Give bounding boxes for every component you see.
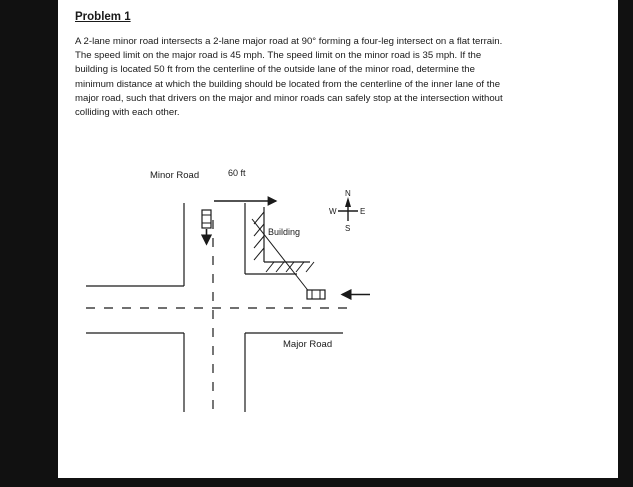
building-label: Building <box>268 227 301 237</box>
intersection-diagram <box>58 0 618 478</box>
dimension-label: 60 ft <box>228 168 246 178</box>
compass-south: S <box>345 224 351 233</box>
statement-line: The speed limit on the major road is 45 mph. The speed limit on the minor road is 35 mph. If the <box>75 50 482 62</box>
document-page <box>58 0 618 478</box>
major-road-vehicle <box>307 290 370 299</box>
statement-line: A 2-lane minor road intersects a 2-lane major road at 90° forming a four-leg intersect on a flat terrain. <box>75 36 503 47</box>
minor-road-vehicle <box>202 210 211 244</box>
statement-line: major road, such that drivers on the major and minor roads can safely stop at the intersection without <box>75 92 503 104</box>
building-hatching <box>254 212 314 272</box>
compass-east: E <box>360 207 366 216</box>
statement-line: colliding with each other. <box>75 107 180 119</box>
compass-north: N <box>345 189 351 198</box>
major-road-label: Major Road <box>283 339 333 350</box>
statement-line: building is located 50 ft from the centerline of the outside lane of the minor road, determine the <box>75 64 475 76</box>
problem-heading: Problem 1 <box>75 11 131 23</box>
compass-icon <box>329 189 365 233</box>
statement-line: minimum distance at which the building should be located from the centerline of the inner lane of the <box>75 78 501 90</box>
minor-road-label: Minor Road <box>150 170 200 181</box>
compass-west: W <box>329 207 337 216</box>
